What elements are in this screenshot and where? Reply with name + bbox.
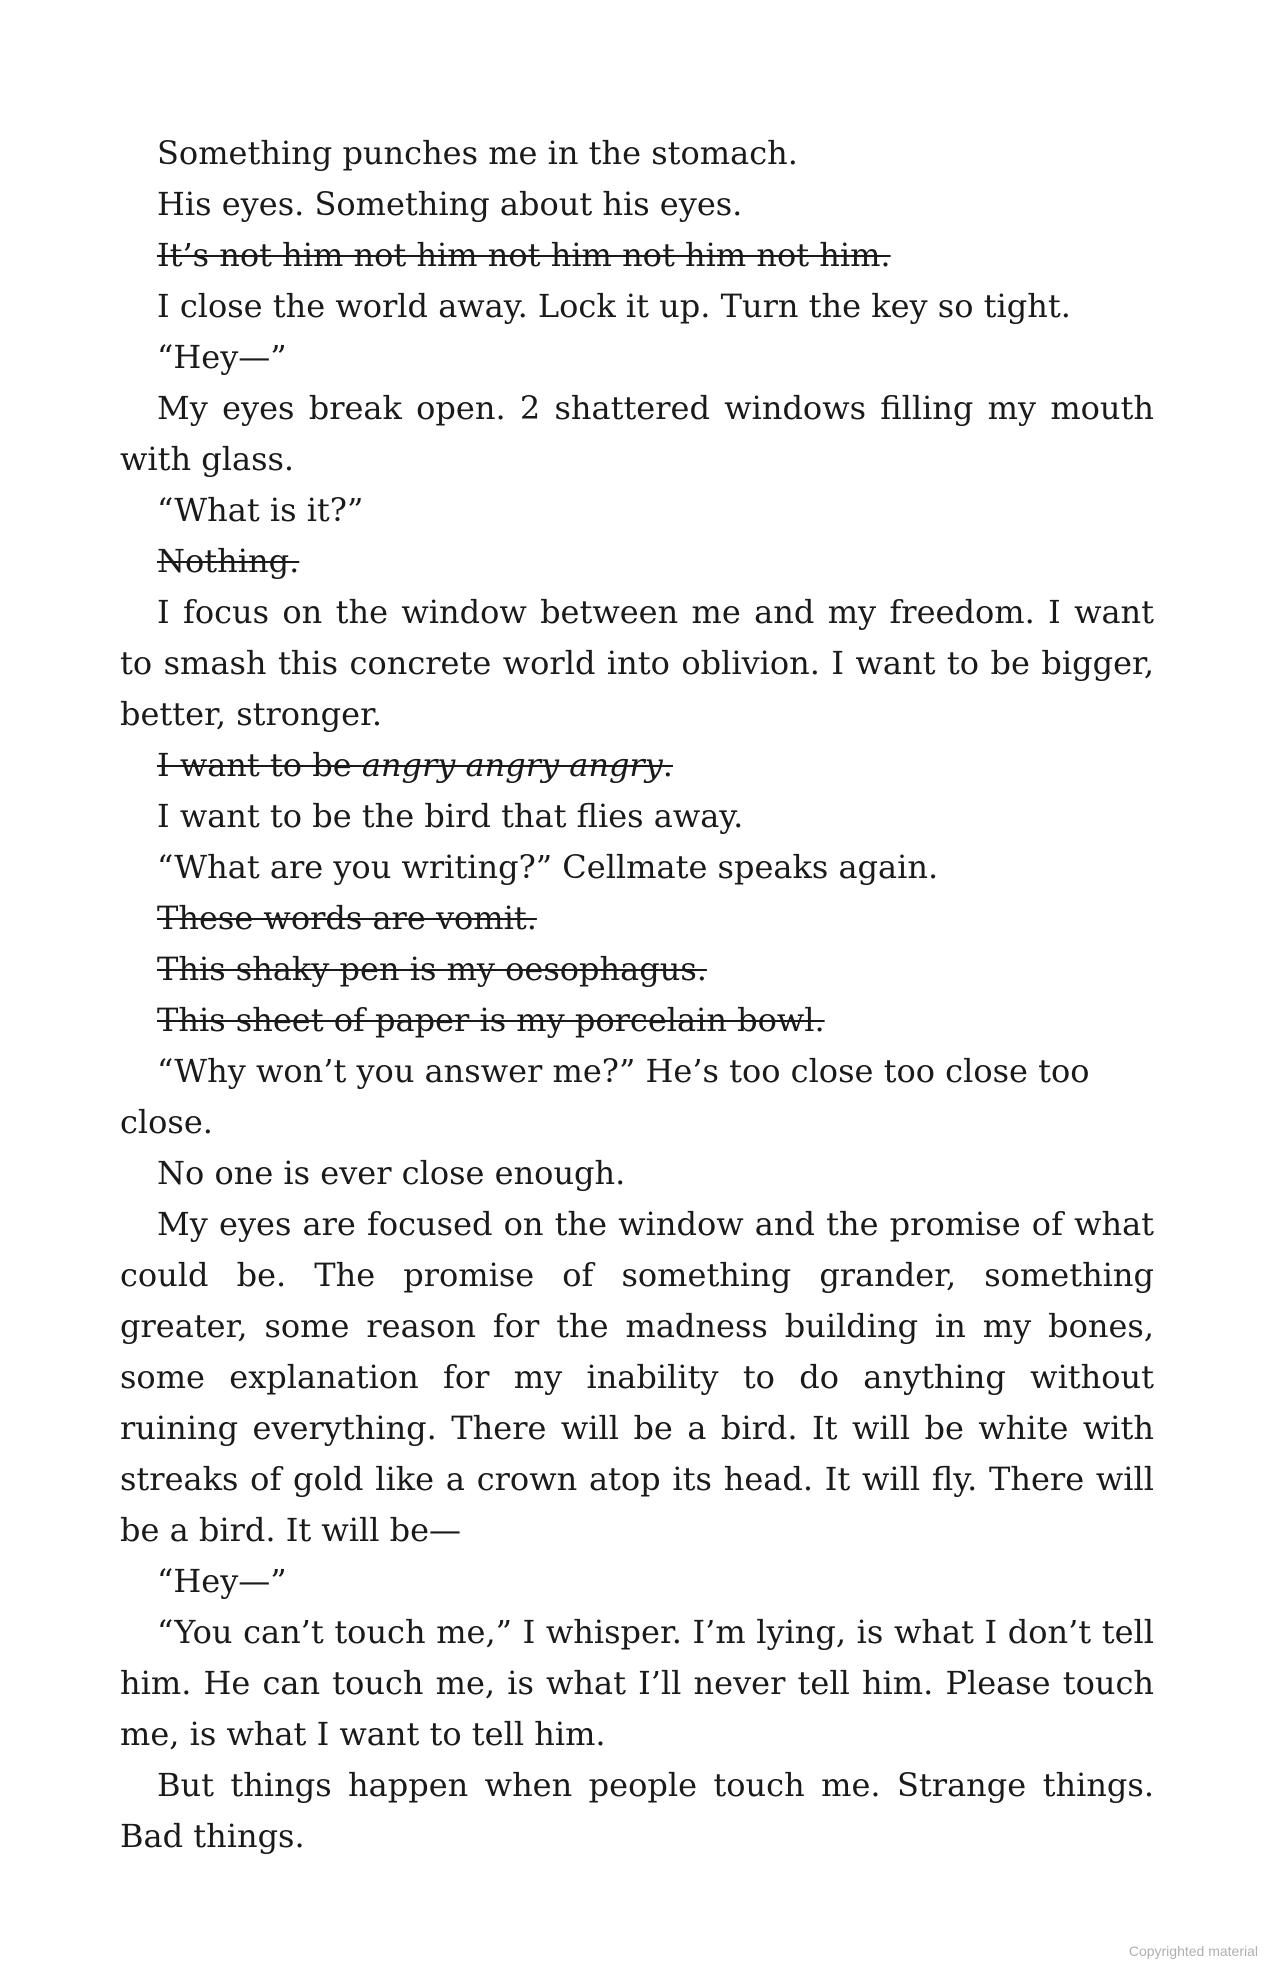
struck-paragraph-mixed bbox=[120, 740, 1154, 791]
paragraph: “What are you writing?” Cellmate speaks again. bbox=[157, 848, 939, 886]
struck-paragraph: These words are vomit. bbox=[157, 899, 537, 937]
paragraph: “Hey—” bbox=[157, 338, 287, 376]
paragraph: No one is ever close enough. bbox=[157, 1154, 626, 1192]
struck-paragraph: This shaky pen is my oesophagus. bbox=[157, 950, 707, 988]
paragraph: Something punches me in the stomach. bbox=[157, 134, 798, 172]
paragraph: But things happen when people touch me. Strange things. Bad things. bbox=[120, 1766, 1154, 1855]
paragraph: My eyes are focused on the window and the promise of what could be. The promise of something grander, something greater, some reason for the madness building in my bones, some explanation for my inability to do anything without ruining everything. There will be a bird. It will be white with streaks of gold like a crown atop its head. It will fly. There will be a bird. It will be— bbox=[120, 1205, 1154, 1549]
copyright-notice: Copyrighted material bbox=[1128, 1943, 1258, 1959]
paragraph: I close the world away. Lock it up. Turn the key so tight. bbox=[157, 287, 1071, 325]
struck-paragraph: This sheet of paper is my porcelain bowl. bbox=[157, 1001, 825, 1039]
struck-text: . bbox=[662, 746, 673, 784]
paragraph: “Hey—” bbox=[157, 1562, 287, 1600]
paragraph: I focus on the window between me and my freedom. I want to smash this concrete world into oblivion. I want to be bigger, better, stronger. bbox=[120, 593, 1154, 733]
struck-italic-text: angry angry angry bbox=[361, 746, 663, 784]
struck-paragraph: Nothing. bbox=[157, 542, 300, 580]
paragraph: “You can’t touch me,” I whisper. I’m lying, is what I don’t tell him. He can touch me, is what I’ll never tell him. Please touch me, is what I want to tell him. bbox=[120, 1613, 1154, 1753]
paragraph: His eyes. Something about his eyes. bbox=[157, 185, 743, 223]
struck-text: I want to be bbox=[157, 746, 362, 784]
struck-paragraph: It’s not him not him not him not him not him. bbox=[157, 236, 891, 274]
paragraph: My eyes break open. 2 shattered windows filling my mouth with glass. bbox=[120, 389, 1154, 478]
book-page bbox=[120, 128, 1154, 1862]
paragraph: “What is it?” bbox=[157, 491, 364, 529]
paragraph: “Why won’t you answer me?” He’s too close too close too close. bbox=[120, 1052, 1090, 1141]
paragraph: I want to be the bird that flies away. bbox=[157, 797, 744, 835]
